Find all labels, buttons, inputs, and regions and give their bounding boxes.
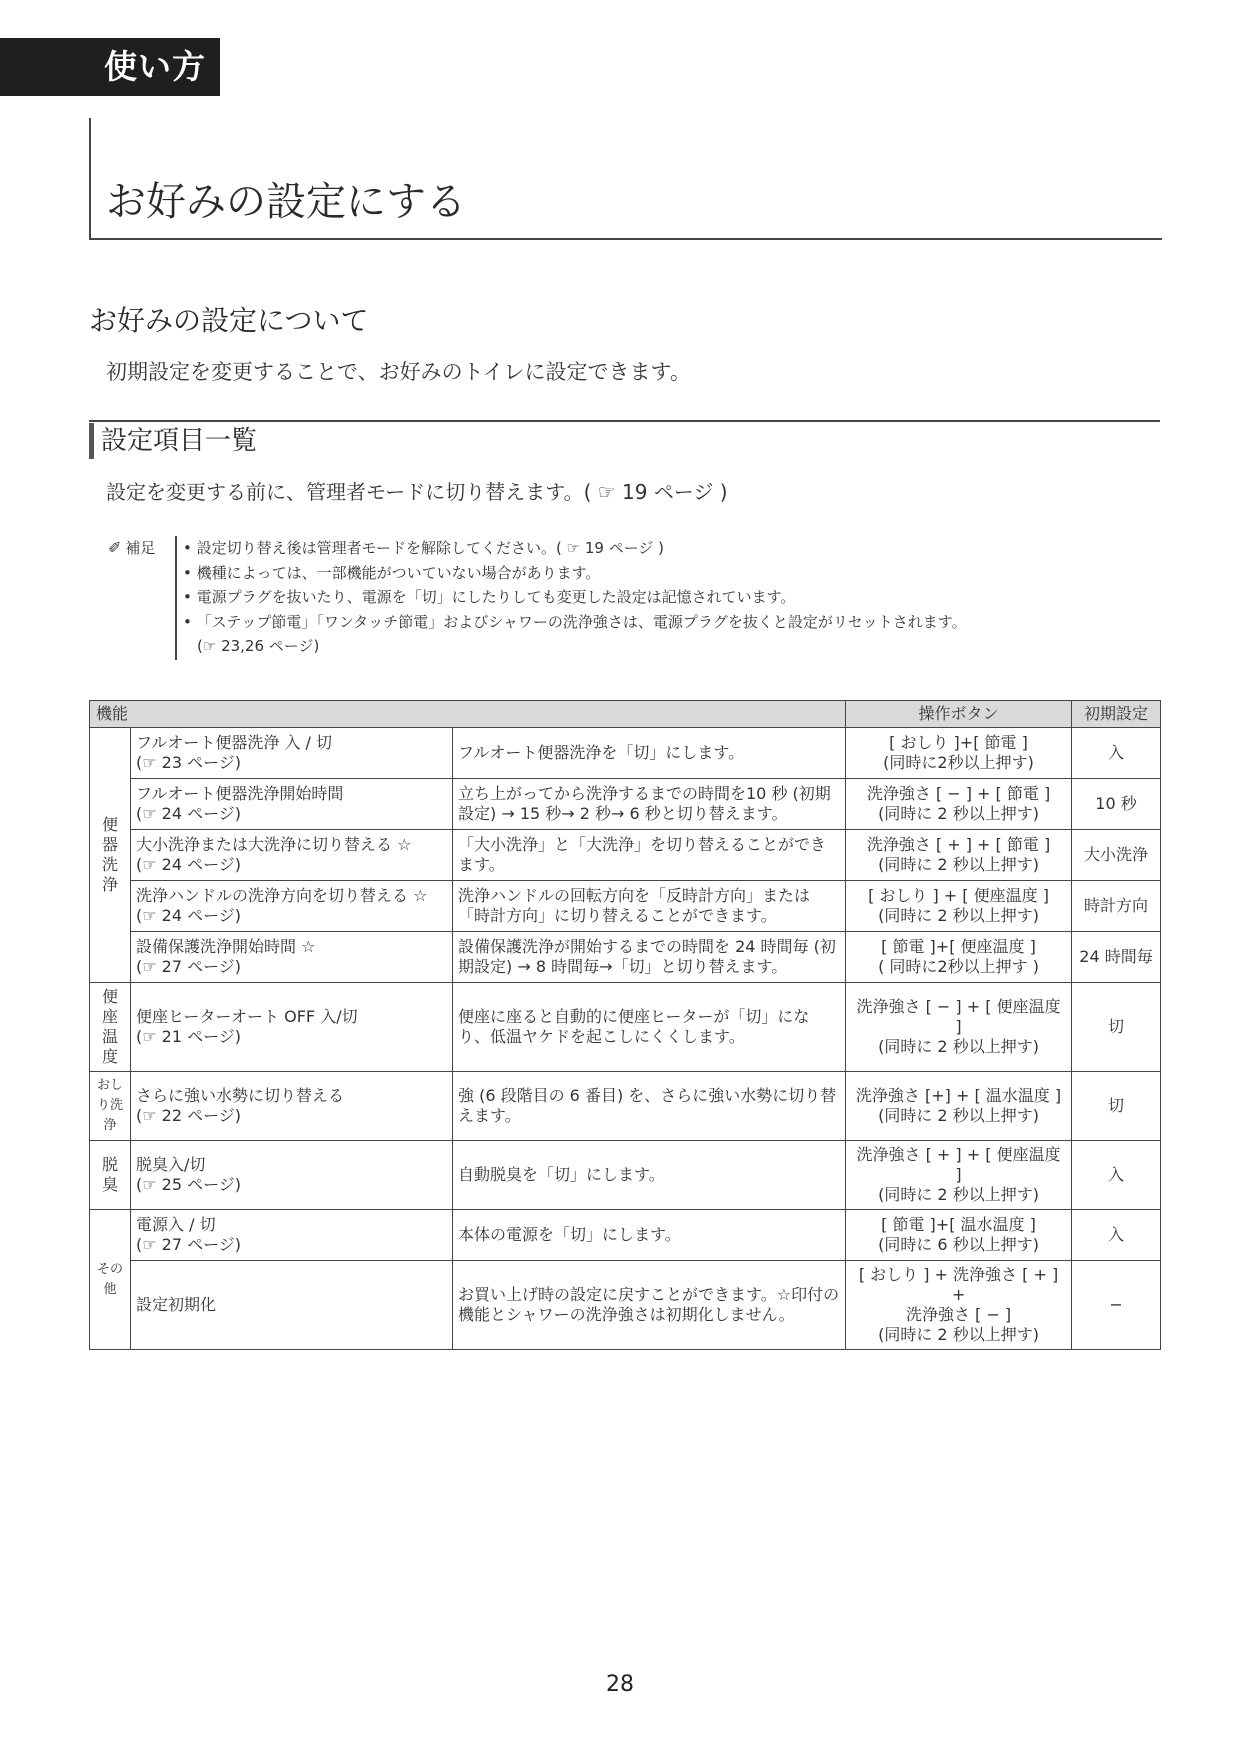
desc-cell: 強 (6 段階目の 6 番目) を、さらに強い水勢に切り替えます。 [453,1072,846,1141]
function-cell: 脱臭入/切 (☞ 25 ページ) [131,1141,453,1210]
op-cell: [ 節電 ]+[ 温水温度 ] (同時に 6 秒以上押す) [846,1210,1072,1261]
function-cell: 便座ヒーターオート OFF 入/切 (☞ 21 ページ) [131,983,453,1072]
default-cell: 10 秒 [1072,779,1161,830]
op-cell: [ 節電 ]+[ 便座温度 ] ( 同時に2秒以上押す ) [846,932,1072,983]
header-button: 操作ボタン [846,701,1072,728]
op-cell: 洗浄強さ [ − ] + [ 便座温度 ] (同時に 2 秒以上押す) [846,983,1072,1072]
default-cell: 切 [1072,1072,1161,1141]
table-row [90,932,1161,983]
table-row [90,728,1161,779]
table-row [90,1072,1161,1141]
default-cell: 入 [1072,1141,1161,1210]
section-tab: 使い方 [0,38,220,96]
table-row [90,1261,1161,1350]
section-title: 設定項目一覧 [101,426,258,456]
table-row [90,1210,1161,1261]
table-header-row [90,701,1161,728]
pencil-icon: ✐ [108,538,122,557]
function-cell: 大小洗浄または大洗浄に切り替える ☆ (☞ 24 ページ) [131,830,453,881]
desc-cell: 便座に座ると自動的に便座ヒーターが「切」になり、低温ヤケドを起こしにくくします。 [453,983,846,1072]
table-row [90,1141,1161,1210]
category-benza: 便座温度 [90,983,131,1072]
op-cell: 洗浄強さ [+] + [ 温水温度 ] (同時に 2 秒以上押す) [846,1072,1072,1141]
intro-text: 初期設定を変更することで、お好みのトイレに設定できます。 [106,360,691,384]
function-cell: 電源入 / 切 (☞ 27 ページ) [131,1210,453,1261]
category-dasshu: 脱臭 [90,1141,131,1210]
note-item: • 「ステップ節電」「ワンタッチ節電」およびシャワーの洗浄強さは、電源プラグを抜くと設定がリセットされます。 [183,612,967,631]
note-ref: (☞ 23,26 ページ) [197,637,320,655]
hosoku-label-text: 補足 [125,539,156,557]
function-cell: 洗浄ハンドルの洗浄方向を切り替える ☆ (☞ 24 ページ) [131,881,453,932]
table-row [90,881,1161,932]
default-cell: 24 時間毎 [1072,932,1161,983]
function-cell: さらに強い水勢に切り替える (☞ 22 ページ) [131,1072,453,1141]
op-cell: 洗浄強さ [ − ] + [ 節電 ] (同時に 2 秒以上押す) [846,779,1072,830]
sub-title: お好みの設定について [89,304,369,337]
op-cell: [ おしり ] + [ 便座温度 ] (同時に 2 秒以上押す) [846,881,1072,932]
table-row [90,830,1161,881]
note-item: • 機種によっては、一部機能がついていない場合があります。 [183,563,601,582]
category-oshiri: おしり洗浄 [90,1072,131,1141]
desc-cell: 自動脱臭を「切」にします。 [453,1141,846,1210]
default-cell: 時計方向 [1072,881,1161,932]
page-number: 28 [606,1672,634,1697]
header-function: 機能 [90,701,846,728]
table-row [90,779,1161,830]
function-cell: フルオート便器洗浄開始時間 (☞ 24 ページ) [131,779,453,830]
hosoku-label [108,536,158,560]
desc-cell: 本体の電源を「切」にします。 [453,1210,846,1261]
header-default: 初期設定 [1072,701,1161,728]
op-cell: 洗浄強さ [ + ] + [ 節電 ] (同時に 2 秒以上押す) [846,830,1072,881]
category-other: その他 [90,1210,131,1350]
section-marker [89,423,94,459]
desc-cell: お買い上げ時の設定に戻すことができます。☆印付の機能とシャワーの洗浄強さは初期化しません。 [453,1261,846,1350]
desc-cell: 立ち上がってから洗浄するまでの時間を10 秒 (初期設定) → 15 秒→ 2 秒→ 6 秒と切り替えます。 [453,779,846,830]
pre-note: 設定を変更する前に、管理者モードに切り替えます。( ☞ 19 ページ ) [106,480,728,504]
default-cell: 入 [1072,728,1161,779]
note-item: • 電源プラグを抜いたり、電源を「切」にしたりしても変更した設定は記憶されています。 [183,588,796,606]
note-item: • 設定切り替え後は管理者モードを解除してください。( ☞ 19 ページ ) [183,539,665,557]
desc-cell: 「大小洗浄」と「大洗浄」を切り替えることができます。 [453,830,846,881]
desc-cell: 洗浄ハンドルの回転方向を「反時計方向」または「時計方向」に切り替えることができます。 [453,881,846,932]
note-box [175,536,1115,660]
op-cell: 洗浄強さ [ + ] + [ 便座温度 ] (同時に 2 秒以上押す) [846,1141,1072,1210]
op-cell: [ おしり ]+[ 節電 ] (同時に2秒以上押す) [846,728,1072,779]
default-cell: 切 [1072,983,1161,1072]
category-benki: 便器洗浄 [90,728,131,983]
desc-cell: 設備保護洗浄が開始するまでの時間を 24 時間毎 (初期設定) → 8 時間毎→「切」と切り替えます。 [453,932,846,983]
default-cell: − [1072,1261,1161,1350]
table-row [90,983,1161,1072]
function-cell: 設定初期化 [131,1261,453,1350]
function-cell: 設備保護洗浄開始時間 ☆ (☞ 27 ページ) [131,932,453,983]
desc-cell: フルオート便器洗浄を「切」にします。 [453,728,846,779]
default-cell: 大小洗浄 [1072,830,1161,881]
settings-table [89,700,1161,1350]
op-cell: [ おしり ] + 洗浄強さ [ + ] + 洗浄強さ [ − ] (同時に 2 秒以上押す) [846,1261,1072,1350]
default-cell: 入 [1072,1210,1161,1261]
function-cell: フルオート便器洗浄 入 / 切 (☞ 23 ページ) [131,728,453,779]
page-title: お好みの設定にする [106,179,466,225]
